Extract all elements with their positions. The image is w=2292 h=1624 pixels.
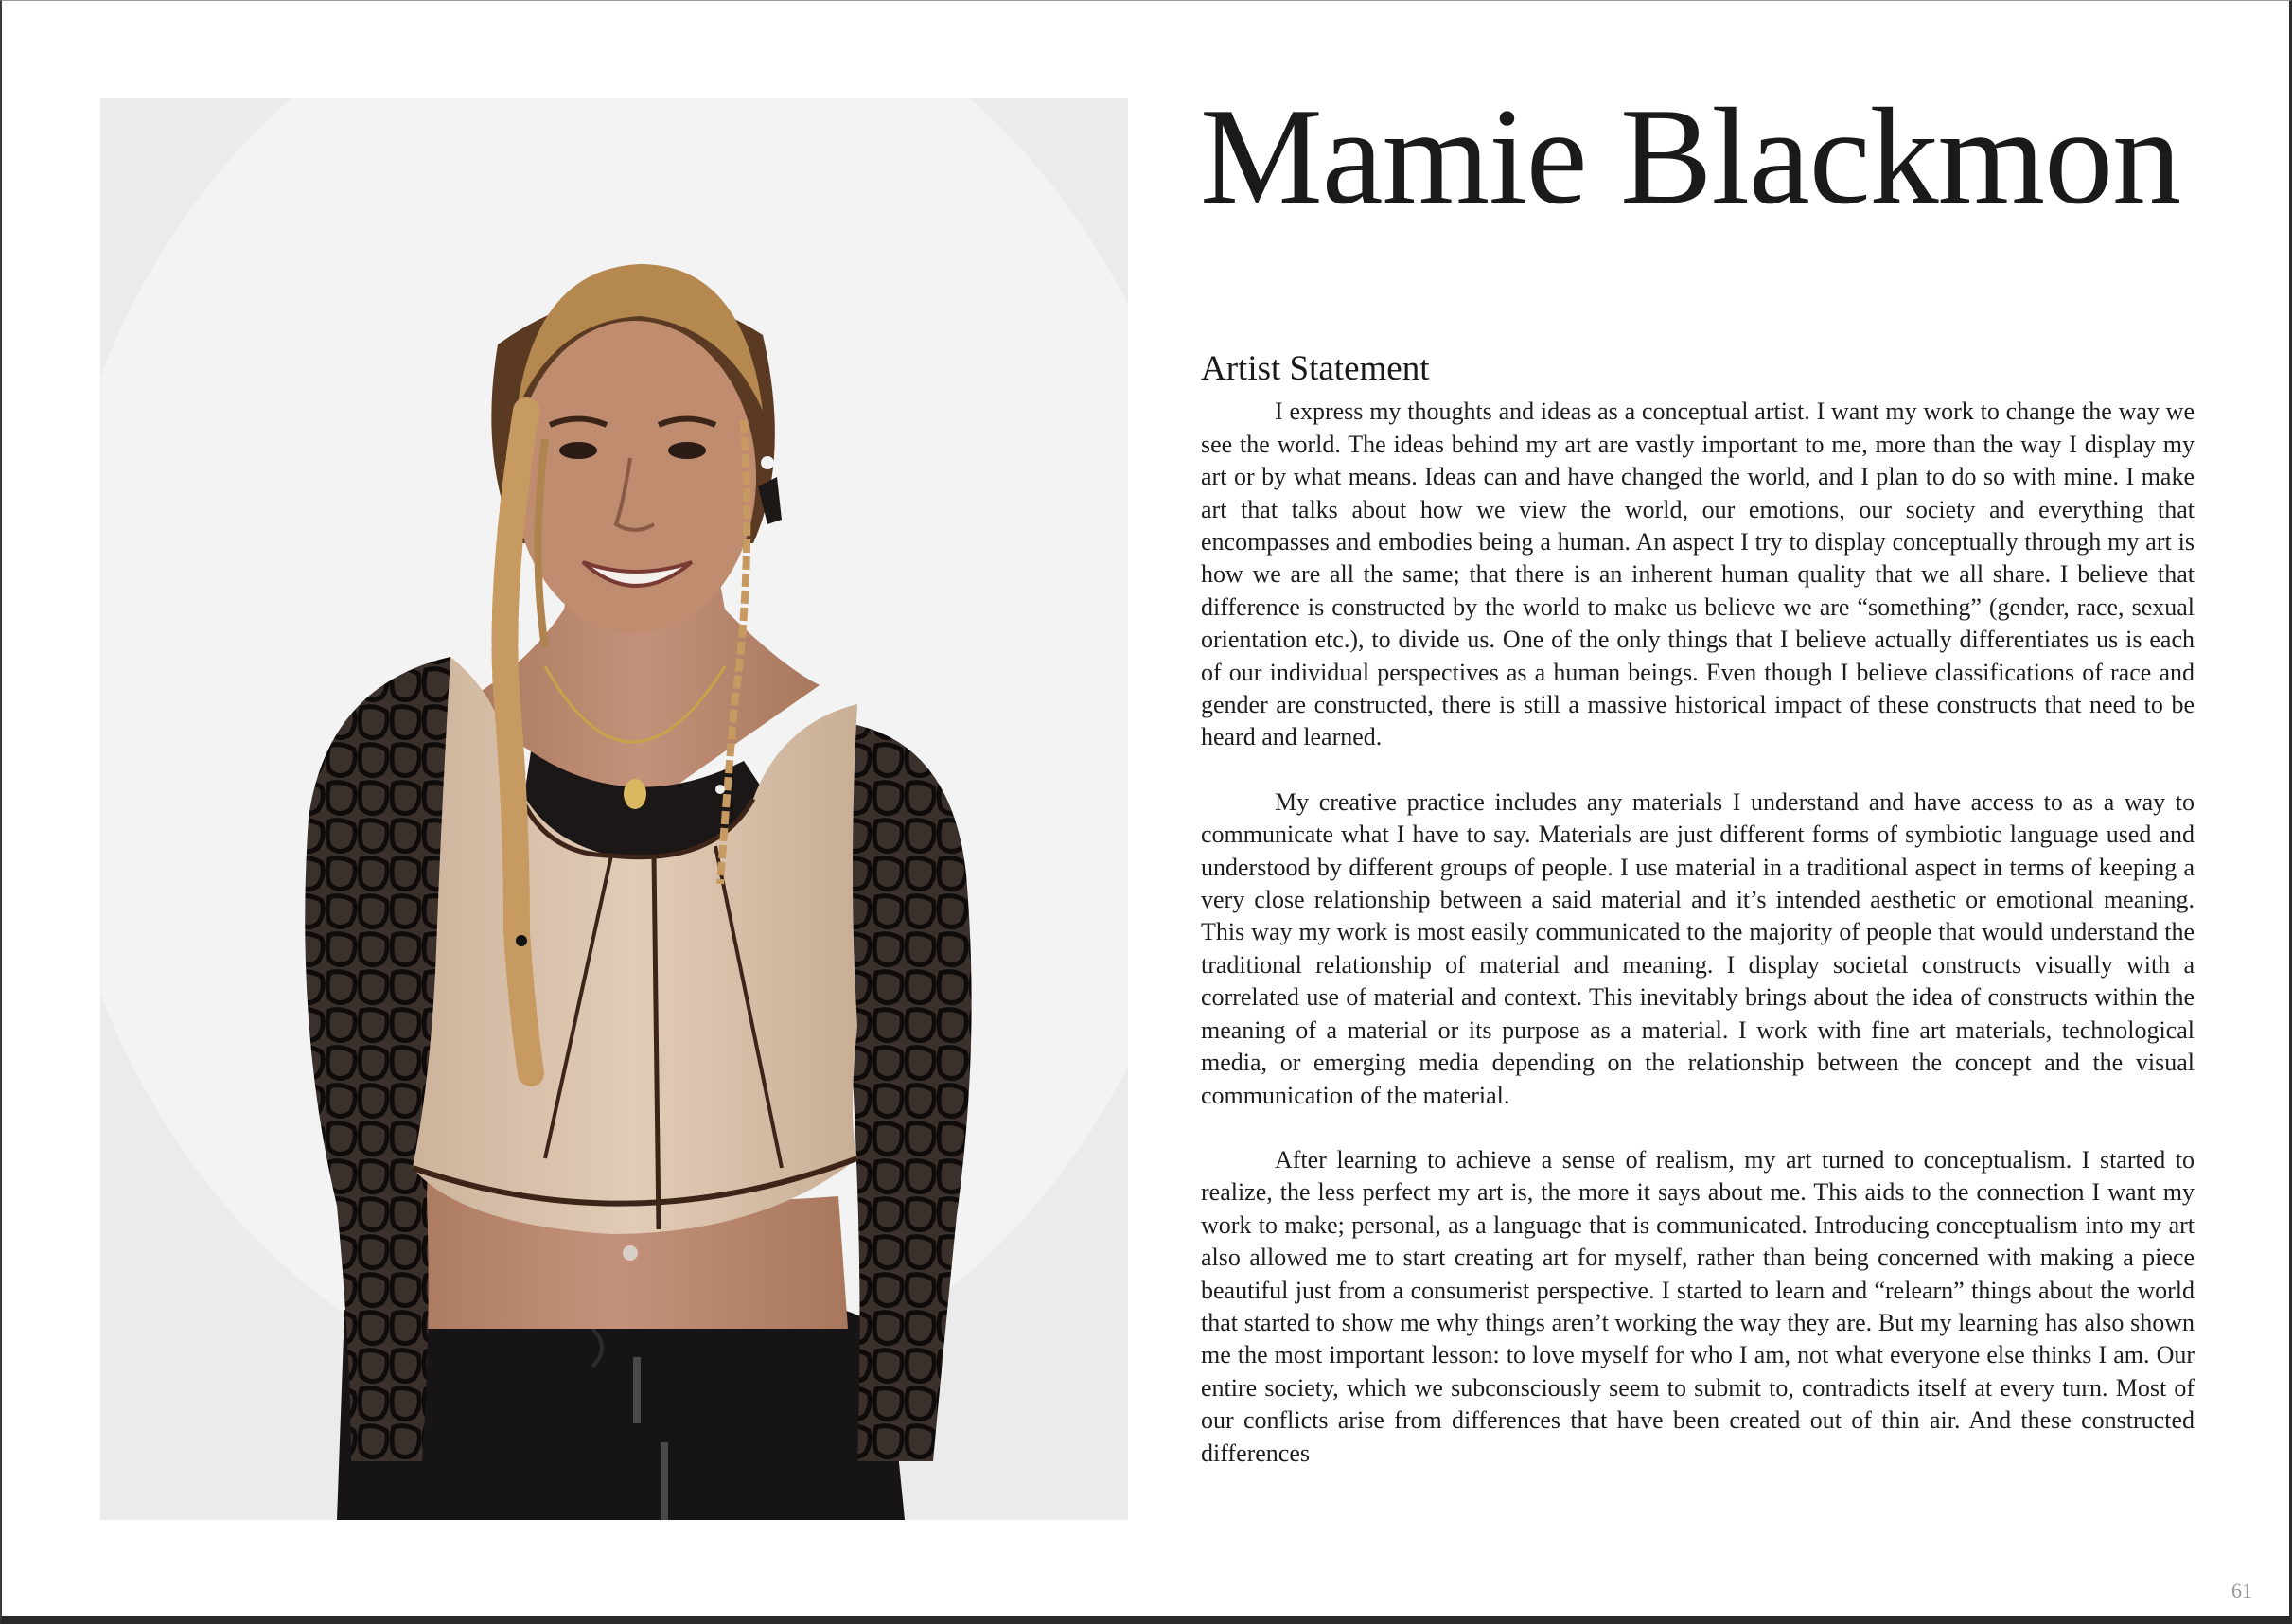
artist-portrait-photo <box>100 98 1128 1520</box>
statement-heading: Artist Statement <box>1201 349 1430 388</box>
statement-paragraph-1: I express my thoughts and ideas as a conceptual artist. I want my work to change the way we see the world. The ideas behind my art are vastly important to me, more than the way I display my art or by what means. Ideas can and have changed the world, and I plan to do so with mine. I make art that talks about how we view the world, our emotions, our society and everything that encompasses and embodies being a human. An aspect I try to display conceptually through my art is how we are all the same; that there is an inherent human quality that we all share. I believe that difference is constructed by the world to make us believe we are “something” (gender, race, sexual orientation etc.), to divide us. One of the only things that I believe actually differentiates us is each of our individual perspectives as a human beings. Even though I believe classifications of race and gender are constructed, there is still a massive historical impact of these constructs that need to be heard and learned. <box>1201 397 2195 751</box>
statement-paragraph-2: My creative practice includes any materials I understand and have access to as a way to communicate what I have to say. Materials are just different forms of symbiotic language used and understood by different groups of people. I use material in a traditional aspect in terms of keeping a very close relationship between a said material and it’s intended aesthetic or emotional meaning. This way my work is most easily communicated to the majority of people that would understand the traditional relationship of material and meaning. I display societal constructs visually with a correlated use of material and context. This inevitably brings about the idea of constructs within the meaning of a material or its purpose as a material. I work with fine art materials, technological media, or emerging media depending on the relationship between the concept and the visual communication of the material. <box>1201 787 2195 1109</box>
portrait-illustration <box>100 98 1128 1520</box>
page-number: 61 <box>2231 1579 2252 1602</box>
artist-name-title: Mamie Blackmon <box>1200 79 2181 233</box>
artist-statement <box>1201 348 2195 1502</box>
statement-paragraph-3: After learning to achieve a sense of realism, my art turned to conceptualism. I started to realize, the less perfect my art is, the more it says about me. This aids to the connection I want my work to make; personal, as a language that is communicated. Introducing conceptualism into my art also allowed me to start creating art for myself, rather than being concerned with making a piece beautiful just from a consumerist perspective. I started to learn and “relearn” things about the world that started to show me why things aren’t working the way they are. But my learning has also shown me the most important lesson: to love myself for who I am, not what everyone else thinks I am. Our entire society, which we subconsciously seem to submit to, contradicts itself at every turn. Most of our conflicts arise from differences that have been created out of thin air. And these constructed differences <box>1201 1145 2195 1467</box>
